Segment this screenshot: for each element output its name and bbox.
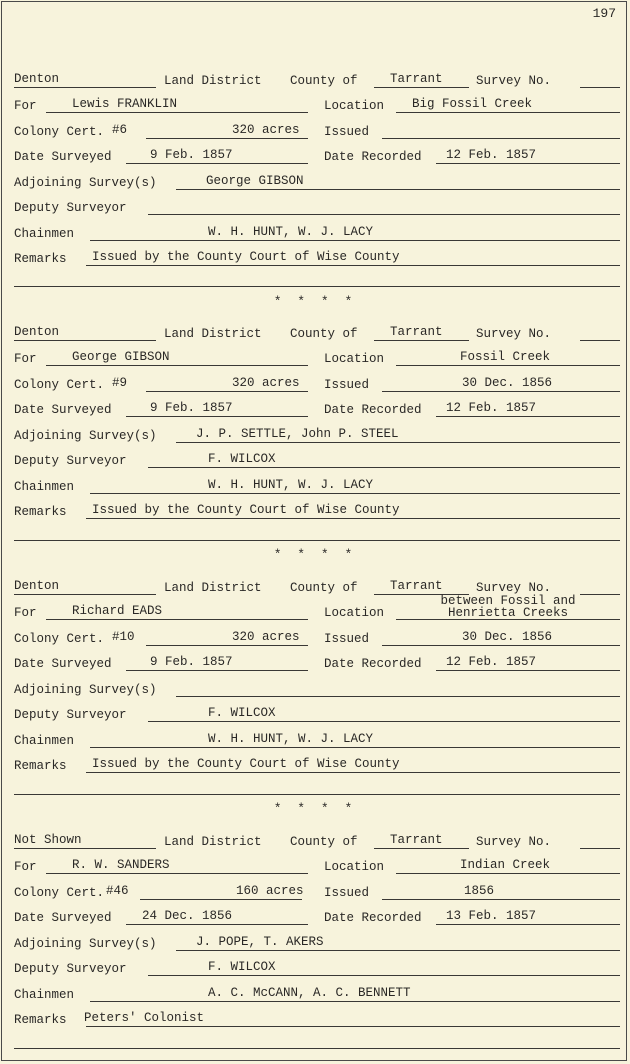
row-remarks bbox=[14, 1005, 620, 1031]
county-value: Tarrant bbox=[390, 832, 443, 847]
cert-number-value: #46 bbox=[106, 883, 129, 898]
deputy-value: F. WILCOX bbox=[208, 452, 276, 466]
row-for bbox=[14, 852, 620, 878]
acres-value: 320 acres bbox=[232, 375, 300, 390]
row-chainmen bbox=[14, 218, 620, 244]
remarks-label: Remarks bbox=[14, 252, 67, 266]
acres-value: 320 acres bbox=[232, 629, 300, 644]
row-chainmen bbox=[14, 725, 620, 751]
location-value: Indian Creek bbox=[460, 858, 551, 872]
adjoining-value: J. P. SETTLE, John P. STEEL bbox=[196, 426, 399, 441]
issued-label: Issued bbox=[324, 124, 370, 139]
district-value: Denton bbox=[14, 578, 60, 593]
row-remarks bbox=[14, 497, 620, 523]
survey-no-line bbox=[580, 834, 620, 849]
row-for bbox=[14, 344, 620, 370]
chainmen-label: Chainmen bbox=[14, 226, 75, 241]
land-district-label: Land District bbox=[164, 73, 262, 88]
for-value: George GIBSON bbox=[72, 350, 170, 364]
location-label: Location bbox=[324, 606, 385, 620]
issued-label: Issued bbox=[324, 377, 370, 392]
date-surveyed-value: 9 Feb. 1857 bbox=[150, 148, 233, 162]
survey-no-line bbox=[580, 580, 620, 595]
acres-value: 320 acres bbox=[232, 122, 300, 137]
date-recorded-value: 12 Feb. 1857 bbox=[446, 401, 537, 415]
row-colony-cert bbox=[14, 623, 620, 649]
county-of-label: County of bbox=[290, 580, 358, 595]
survey-no-line bbox=[580, 326, 620, 341]
date-surveyed-value: 24 Dec. 1856 bbox=[142, 909, 233, 923]
row-adjoining bbox=[14, 674, 620, 700]
issued-line bbox=[382, 885, 620, 900]
issued-value: 1856 bbox=[464, 883, 495, 898]
land-district-label: Land District bbox=[164, 580, 262, 595]
county-of-label: County of bbox=[290, 834, 358, 849]
county-of-label: County of bbox=[290, 73, 358, 88]
remarks-continuation-line bbox=[14, 794, 620, 795]
issued-label: Issued bbox=[324, 885, 370, 900]
deputy-value: F. WILCOX bbox=[208, 960, 276, 974]
cert-number-value: #10 bbox=[112, 629, 135, 644]
land-district-label: Land District bbox=[164, 326, 262, 341]
location-value: Big Fossil Creek bbox=[412, 97, 533, 111]
date-recorded-value: 12 Feb. 1857 bbox=[446, 148, 537, 162]
remarks-continuation-line bbox=[14, 286, 620, 287]
remarks-continuation-line bbox=[14, 1048, 620, 1049]
remarks-value: Issued by the County Court of Wise County bbox=[92, 250, 400, 264]
row-dates bbox=[14, 903, 620, 929]
for-label: For bbox=[14, 606, 37, 620]
colony-cert-label: Colony Cert. bbox=[14, 885, 105, 900]
chainmen-label: Chainmen bbox=[14, 479, 75, 494]
location-line1-value: between Fossil and bbox=[440, 594, 576, 608]
chainmen-value: W. H. HUNT, W. J. LACY bbox=[208, 731, 374, 746]
for-value: Lewis FRANKLIN bbox=[72, 97, 178, 111]
remarks-label: Remarks bbox=[14, 505, 67, 519]
row-district bbox=[14, 318, 620, 344]
chainmen-value: A. C. McCANN, A. C. BENNETT bbox=[208, 985, 411, 1000]
county-value: Tarrant bbox=[390, 324, 443, 339]
row-chainmen bbox=[14, 471, 620, 497]
chainmen-value: W. H. HUNT, W. J. LACY bbox=[208, 477, 374, 492]
chainmen-value: W. H. HUNT, W. J. LACY bbox=[208, 224, 374, 239]
issued-value: 30 Dec. 1856 bbox=[462, 629, 553, 644]
location-label: Location bbox=[324, 99, 385, 113]
survey-no-label: Survey No. bbox=[476, 73, 552, 88]
location-label: Location bbox=[324, 352, 385, 366]
issued-line bbox=[382, 124, 620, 139]
row-deputy bbox=[14, 446, 620, 472]
survey-no-label: Survey No. bbox=[476, 834, 552, 849]
row-colony-cert bbox=[14, 877, 620, 903]
survey-no-label: Survey No. bbox=[476, 580, 552, 595]
row-deputy bbox=[14, 193, 620, 219]
date-recorded-label: Date Recorded bbox=[324, 911, 422, 925]
date-recorded-value: 13 Feb. 1857 bbox=[446, 909, 537, 923]
row-dates bbox=[14, 142, 620, 168]
page-number: 197 bbox=[592, 6, 616, 21]
colony-cert-label: Colony Cert. bbox=[14, 124, 105, 139]
deputy-label: Deputy Surveyor bbox=[14, 454, 127, 468]
deputy-label: Deputy Surveyor bbox=[14, 962, 127, 976]
adjoining-label: Adjoining Survey(s) bbox=[14, 682, 157, 697]
adjoining-line bbox=[176, 682, 620, 697]
survey-record bbox=[14, 318, 620, 522]
deputy-line bbox=[148, 200, 620, 215]
for-value: R. W. SANDERS bbox=[72, 858, 170, 872]
adjoining-label: Adjoining Survey(s) bbox=[14, 175, 157, 190]
location-value: Henrietta Creeks bbox=[447, 606, 569, 620]
row-district bbox=[14, 65, 620, 91]
survey-no-line bbox=[580, 73, 620, 88]
row-deputy bbox=[14, 700, 620, 726]
record-separator: * * * * bbox=[273, 294, 357, 309]
row-chainmen bbox=[14, 979, 620, 1005]
survey-no-label: Survey No. bbox=[476, 326, 552, 341]
date-surveyed-value: 9 Feb. 1857 bbox=[150, 655, 233, 669]
date-recorded-label: Date Recorded bbox=[324, 657, 422, 671]
date-surveyed-label: Date Surveyed bbox=[14, 911, 112, 925]
remarks-value: Peters' Colonist bbox=[84, 1011, 205, 1025]
adjoining-label: Adjoining Survey(s) bbox=[14, 428, 157, 443]
adjoining-label: Adjoining Survey(s) bbox=[14, 936, 157, 951]
row-district bbox=[14, 826, 620, 852]
cert-number-value: #6 bbox=[112, 122, 128, 137]
chainmen-label: Chainmen bbox=[14, 733, 75, 748]
location-label: Location bbox=[324, 860, 385, 874]
survey-record bbox=[14, 826, 620, 1030]
district-value: Denton bbox=[14, 324, 60, 339]
acres-value: 160 acres bbox=[236, 883, 304, 898]
district-value: Denton bbox=[14, 71, 60, 86]
issued-value: 30 Dec. 1856 bbox=[462, 375, 553, 390]
for-label: For bbox=[14, 99, 37, 113]
deputy-value: F. WILCOX bbox=[208, 706, 276, 720]
row-dates bbox=[14, 649, 620, 675]
row-remarks bbox=[14, 244, 620, 270]
issued-label: Issued bbox=[324, 631, 370, 646]
date-surveyed-value: 9 Feb. 1857 bbox=[150, 401, 233, 415]
date-surveyed-label: Date Surveyed bbox=[14, 150, 112, 164]
survey-record bbox=[14, 65, 620, 269]
row-remarks bbox=[14, 751, 620, 777]
row-for bbox=[14, 91, 620, 117]
remarks-continuation-line bbox=[14, 540, 620, 541]
location-value-block bbox=[408, 595, 608, 619]
adjoining-value: J. POPE, T. AKERS bbox=[196, 934, 324, 949]
chainmen-label: Chainmen bbox=[14, 987, 75, 1002]
date-surveyed-label: Date Surveyed bbox=[14, 403, 112, 417]
colony-cert-label: Colony Cert. bbox=[14, 631, 105, 646]
remarks-value: Issued by the County Court of Wise County bbox=[92, 503, 400, 517]
date-recorded-label: Date Recorded bbox=[324, 403, 422, 417]
survey-record bbox=[14, 572, 620, 776]
date-recorded-value: 12 Feb. 1857 bbox=[446, 655, 537, 669]
record-separator: * * * * bbox=[273, 801, 357, 816]
row-adjoining bbox=[14, 420, 620, 446]
district-value: Not Shown bbox=[14, 832, 82, 847]
remarks-label: Remarks bbox=[14, 1013, 67, 1027]
remarks-label: Remarks bbox=[14, 759, 67, 773]
for-label: For bbox=[14, 352, 37, 366]
remarks-value: Issued by the County Court of Wise County bbox=[92, 757, 400, 771]
county-value: Tarrant bbox=[390, 71, 443, 86]
record-separator: * * * * bbox=[273, 547, 357, 562]
date-surveyed-label: Date Surveyed bbox=[14, 657, 112, 671]
location-value: Fossil Creek bbox=[460, 350, 551, 364]
deputy-label: Deputy Surveyor bbox=[14, 708, 127, 722]
row-dates bbox=[14, 395, 620, 421]
row-colony-cert bbox=[14, 116, 620, 142]
date-recorded-label: Date Recorded bbox=[324, 150, 422, 164]
county-value: Tarrant bbox=[390, 578, 443, 593]
cert-number-value: #9 bbox=[112, 375, 128, 390]
row-deputy bbox=[14, 954, 620, 980]
adjoining-value: George GIBSON bbox=[206, 173, 304, 188]
row-adjoining bbox=[14, 167, 620, 193]
colony-cert-label: Colony Cert. bbox=[14, 377, 105, 392]
county-of-label: County of bbox=[290, 326, 358, 341]
row-colony-cert bbox=[14, 369, 620, 395]
row-adjoining bbox=[14, 928, 620, 954]
row-for bbox=[14, 594, 620, 624]
deputy-label: Deputy Surveyor bbox=[14, 201, 127, 215]
land-district-label: Land District bbox=[164, 834, 262, 849]
for-value: Richard EADS bbox=[72, 604, 163, 618]
for-label: For bbox=[14, 860, 37, 874]
